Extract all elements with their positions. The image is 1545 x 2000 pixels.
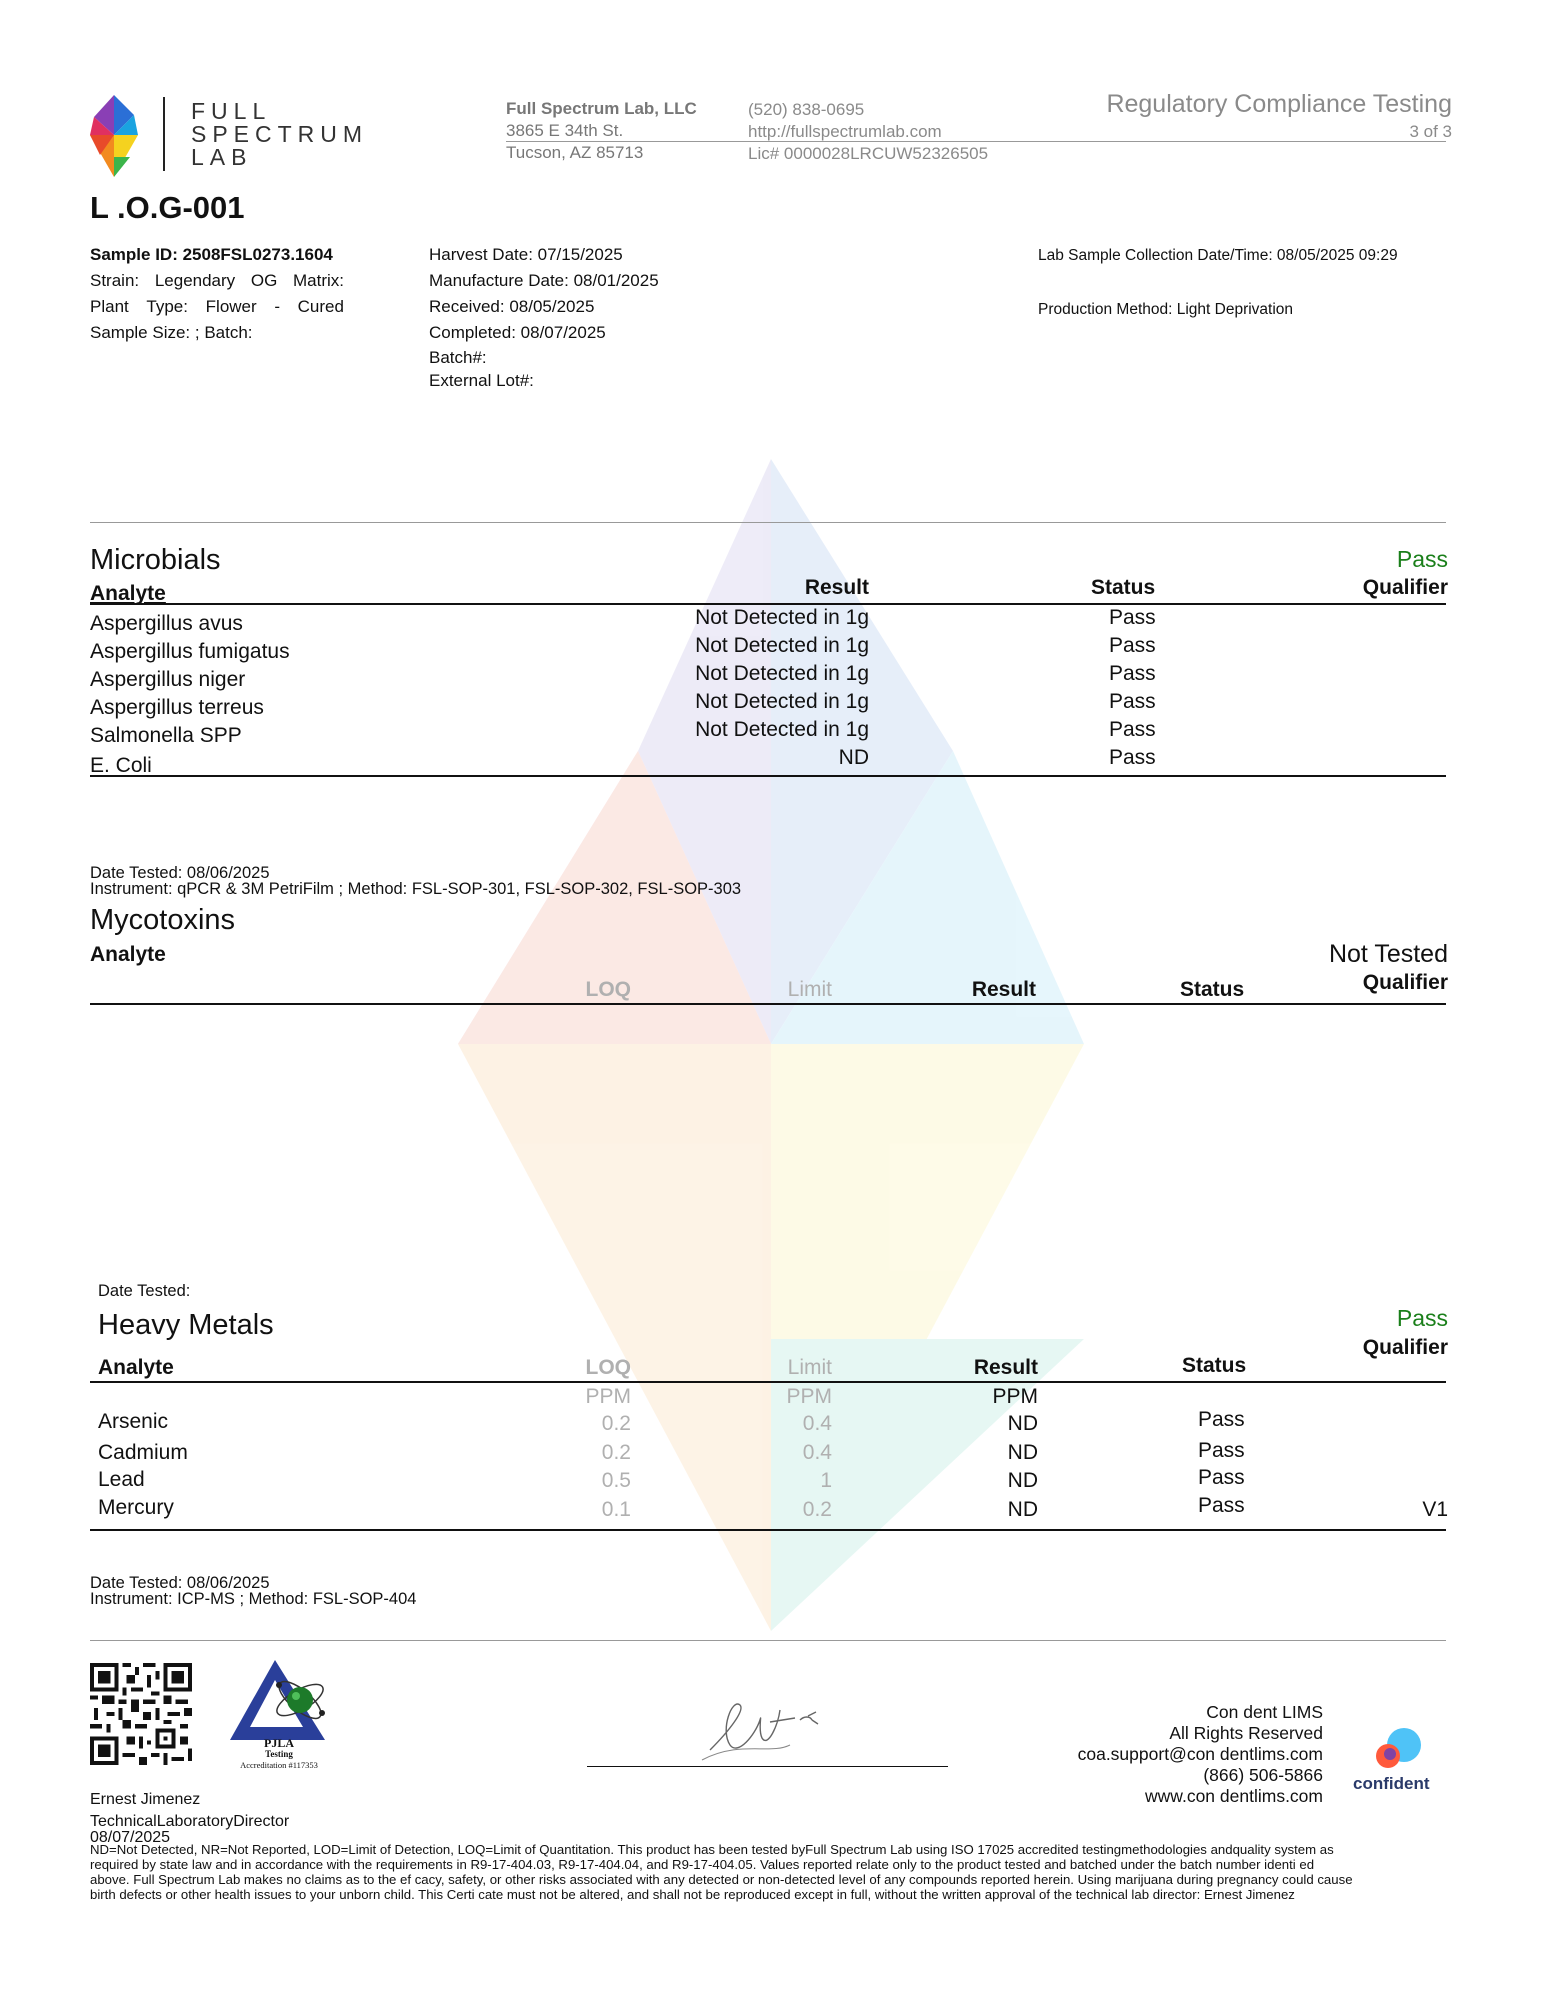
signature-line xyxy=(587,1766,948,1767)
lims-name: Con dent LIMS xyxy=(1206,1702,1323,1722)
lab-license: Lic# 0000028LRCUW52326505 xyxy=(748,144,989,163)
sample-size: Sample Size: ; Batch: xyxy=(90,323,253,342)
loq-value: 0.2 xyxy=(601,1412,631,1435)
table-row xyxy=(0,1468,1545,1496)
analyte-name: E. Coli xyxy=(90,754,152,777)
signer-title: TechnicalLaboratoryDirector xyxy=(90,1813,290,1830)
status-value: Pass xyxy=(1109,718,1156,741)
heavy-metals-status-header: Status xyxy=(1182,1354,1247,1377)
strain-word-2: Legendary xyxy=(154,271,236,290)
status-value: Pass xyxy=(1109,662,1156,685)
strain-word-1: Strain: xyxy=(90,271,140,290)
confident-logo-icon xyxy=(1368,1725,1424,1771)
heavy-metals-bottom-rule xyxy=(90,1529,1446,1531)
table-row xyxy=(0,746,1545,778)
microbials-overall-status: Pass xyxy=(1396,546,1448,572)
logo-divider xyxy=(163,97,165,171)
plant-word-3: Flower xyxy=(205,297,257,316)
status-value: Pass xyxy=(1109,606,1156,629)
lab-name: Full Spectrum Lab, LLC xyxy=(506,99,697,118)
analyte-name: Arsenic xyxy=(98,1410,169,1433)
collection-datetime: Lab Sample Collection Date/Time: 08/05/2025 09:29 xyxy=(1038,247,1398,264)
limit-value: 0.4 xyxy=(802,1441,832,1464)
pjla-caption xyxy=(224,1738,334,1771)
lab-website[interactable]: http://fullspectrumlab.com xyxy=(748,122,942,141)
mycotoxins-overall-status: Not Tested xyxy=(1328,940,1448,968)
heavy-metals-title: Heavy Metals xyxy=(98,1309,274,1341)
result-value: Not Detected in 1g xyxy=(695,606,869,629)
plant-type-line xyxy=(90,294,344,320)
plant-word-5: Cured xyxy=(297,297,344,316)
disclaimer-line-1: ND=Not Detected, NR=Not Reported, LOD=Limit of Detection, LOQ=Limit of Quantitation. This product has been tested byFull Spectrum Lab using ISO 17025 accredited testingmethodologies andquality system as xyxy=(90,1842,1334,1857)
heavy-metals-date-tested: Date Tested: 08/06/2025 xyxy=(90,1574,270,1592)
analyte-name: Aspergillus avus xyxy=(90,612,243,635)
loq-value: 0.2 xyxy=(601,1441,631,1464)
microbials-title: Microbials xyxy=(90,544,221,576)
strain-word-4: Matrix: xyxy=(293,271,344,290)
lab-phone: (520) 838-0695 xyxy=(748,100,865,119)
signer-name: Ernest Jimenez xyxy=(90,1791,201,1808)
table-row xyxy=(0,1410,1545,1438)
heavy-metals-loq-header: LOQ xyxy=(585,1356,631,1379)
qualifier-value: V1 xyxy=(1422,1498,1448,1521)
status-value: Pass xyxy=(1109,690,1156,713)
microbials-result-header: Result xyxy=(804,576,869,599)
limit-unit: PPM xyxy=(786,1385,832,1408)
analyte-name: Aspergillus terreus xyxy=(90,696,264,719)
lims-contact-block xyxy=(1078,1702,1323,1807)
status-value: Pass xyxy=(1198,1466,1245,1489)
heavy-metals-analyte-header: Analyte xyxy=(98,1356,174,1379)
mycotoxins-result-header: Result xyxy=(971,978,1036,1001)
sample-id: Sample ID: 2508FSL0273.1604 xyxy=(90,245,333,264)
analyte-name: Salmonella SPP xyxy=(90,724,242,747)
pjla-name: PJLA xyxy=(264,1736,294,1750)
production-method: Production Method: Light Deprivation xyxy=(1038,301,1294,318)
confident-logo-text: confident xyxy=(1353,1774,1430,1793)
spectrum-logo-icon xyxy=(90,95,138,177)
footer-rule xyxy=(90,1640,1446,1641)
heavy-metals-header-rule xyxy=(90,1381,1446,1383)
logo-text-line-1: FULL xyxy=(191,98,272,124)
table-row xyxy=(0,1496,1545,1524)
status-value: Pass xyxy=(1198,1439,1245,1462)
microbials-footnote xyxy=(90,865,741,897)
sample-info-col2 xyxy=(429,242,659,392)
result-value: ND xyxy=(1007,1498,1038,1521)
mycotoxins-date-tested: Date Tested: xyxy=(98,1282,191,1300)
lims-web[interactable]: www.con dentlims.com xyxy=(1145,1786,1323,1806)
loq-value: 0.1 xyxy=(601,1498,631,1521)
signer-block xyxy=(90,1792,289,1846)
mycotoxins-header-rule xyxy=(90,1003,1446,1005)
pjla-testing: Testing xyxy=(265,1749,293,1759)
microbials-header-rule xyxy=(90,603,1446,605)
signature-icon xyxy=(700,1690,840,1770)
logo-text-line-2: SPECTRUM xyxy=(191,121,369,147)
result-value: Not Detected in 1g xyxy=(695,690,869,713)
table-row xyxy=(0,718,1545,750)
batch-number: Batch#: xyxy=(429,348,487,367)
microbials-date-tested: Date Tested: 08/06/2025 xyxy=(90,864,270,882)
loq-unit: PPM xyxy=(585,1385,631,1408)
strain-word-3: OG xyxy=(250,271,278,290)
page-number: 3 of 3 xyxy=(1409,122,1452,141)
analyte-name: Lead xyxy=(98,1468,145,1491)
status-value: Pass xyxy=(1198,1408,1245,1431)
logo-text-line-3: LAB xyxy=(191,144,253,170)
manufacture-date: Manufacture Date: 08/01/2025 xyxy=(429,271,659,290)
loq-value: 0.5 xyxy=(601,1469,631,1492)
pjla-accreditation: Accreditation #117353 xyxy=(240,1760,318,1770)
result-value: ND xyxy=(838,746,869,769)
harvest-date: Harvest Date: 07/15/2025 xyxy=(429,245,623,264)
mycotoxins-limit-header: Limit xyxy=(787,978,832,1001)
logo-text xyxy=(191,100,368,169)
result-value: ND xyxy=(1007,1412,1038,1435)
heavy-metals-overall-status: Pass xyxy=(1396,1305,1448,1331)
result-value: ND xyxy=(1007,1441,1038,1464)
limit-value: 1 xyxy=(820,1469,832,1492)
heavy-metals-limit-header: Limit xyxy=(787,1356,832,1379)
result-value: Not Detected in 1g xyxy=(695,634,869,657)
received-date: Received: 08/05/2025 xyxy=(429,297,595,316)
result-value: Not Detected in 1g xyxy=(695,662,869,685)
heavy-metals-instrument: Instrument: ICP-MS ; Method: FSL-SOP-404 xyxy=(90,1590,417,1608)
heavy-metals-result-header: Result xyxy=(973,1356,1038,1379)
microbials-status-header: Status xyxy=(1091,576,1156,599)
disclaimer-line-3: above. Full Spectrum Lab makes no claims as to the ef cacy, safety, or other risks associated with any detected or non-detected level of any compounds reported herein. Using marijuana during pregnancy could cause xyxy=(90,1872,1353,1887)
heavy-metals-qualifier-header: Qualifier xyxy=(1362,1336,1448,1359)
microbials-bottom-rule xyxy=(90,775,1446,777)
disclaimer-line-2: required by state law and in accordance with the requirements in R9-17-404.03, R9-17-404.04, and R9-17-404.05. Values reported relate only to the product tested and batched under the batch number identi ed xyxy=(90,1857,1315,1872)
plant-word-1: Plant xyxy=(90,297,129,316)
header-rule xyxy=(506,141,1446,142)
mycotoxins-loq-header: LOQ xyxy=(585,978,631,1001)
analyte-name: Aspergillus fumigatus xyxy=(90,640,290,663)
strain-line xyxy=(90,268,344,294)
plant-word-2: Type: xyxy=(146,297,188,316)
lims-rights: All Rights Reserved xyxy=(1169,1723,1323,1743)
mycotoxins-analyte-header: Analyte xyxy=(90,943,166,966)
completed-date: Completed: 08/07/2025 xyxy=(429,323,606,342)
status-value: Pass xyxy=(1109,634,1156,657)
mycotoxins-status-header: Status xyxy=(1180,978,1245,1001)
sample-info-col1 xyxy=(90,242,344,346)
result-value: Not Detected in 1g xyxy=(695,718,869,741)
microbials-instrument: Instrument: qPCR & 3M PetriFilm ; Method: FSL-SOP-301, FSL-SOP-302, FSL-SOP-303 xyxy=(90,880,742,898)
table-row xyxy=(0,1441,1545,1469)
signer-date: 08/07/2025 xyxy=(90,1829,171,1846)
lab-address-line2: Tucson, AZ 85713 xyxy=(506,143,644,162)
result-value: ND xyxy=(1007,1469,1038,1492)
analyte-name: Aspergillus niger xyxy=(90,668,246,691)
analyte-name: Mercury xyxy=(98,1496,174,1519)
microbials-analyte-header: Analyte xyxy=(90,582,166,605)
status-value: Pass xyxy=(1198,1494,1245,1517)
document-title: Regulatory Compliance Testing xyxy=(1106,90,1452,118)
limit-value: 0.2 xyxy=(802,1498,832,1521)
result-unit: PPM xyxy=(992,1385,1038,1408)
lab-address-block xyxy=(506,98,697,164)
sample-title: L .O.G-001 xyxy=(90,190,245,225)
qr-code-icon[interactable] xyxy=(90,1663,192,1765)
disclaimer-line-4: birth defects or other health issues to your unborn child. This Certi cate must not be altered, and shall not be reproduced except in full, without the written approval of the technical lab director: Ernest Jimenez xyxy=(90,1887,1295,1902)
microbials-qualifier-header: Qualifier xyxy=(1362,576,1448,599)
lab-contact-block xyxy=(748,99,988,165)
lims-email[interactable]: coa.support@con dentlims.com xyxy=(1077,1744,1323,1764)
mycotoxins-qualifier-header: Qualifier xyxy=(1362,971,1448,994)
lims-phone: (866) 506-5866 xyxy=(1203,1765,1323,1785)
heavy-metals-footnote xyxy=(90,1575,416,1607)
status-value: Pass xyxy=(1109,746,1156,769)
lab-address-line1: 3865 E 34th St. xyxy=(506,121,624,140)
external-lot: External Lot#: xyxy=(429,371,534,390)
analyte-name: Cadmium xyxy=(98,1441,188,1464)
limit-value: 0.4 xyxy=(802,1412,832,1435)
section-rule xyxy=(90,522,1446,523)
mycotoxins-title: Mycotoxins xyxy=(90,904,236,936)
plant-word-4: - xyxy=(274,297,280,316)
disclaimer xyxy=(90,1842,1460,1902)
